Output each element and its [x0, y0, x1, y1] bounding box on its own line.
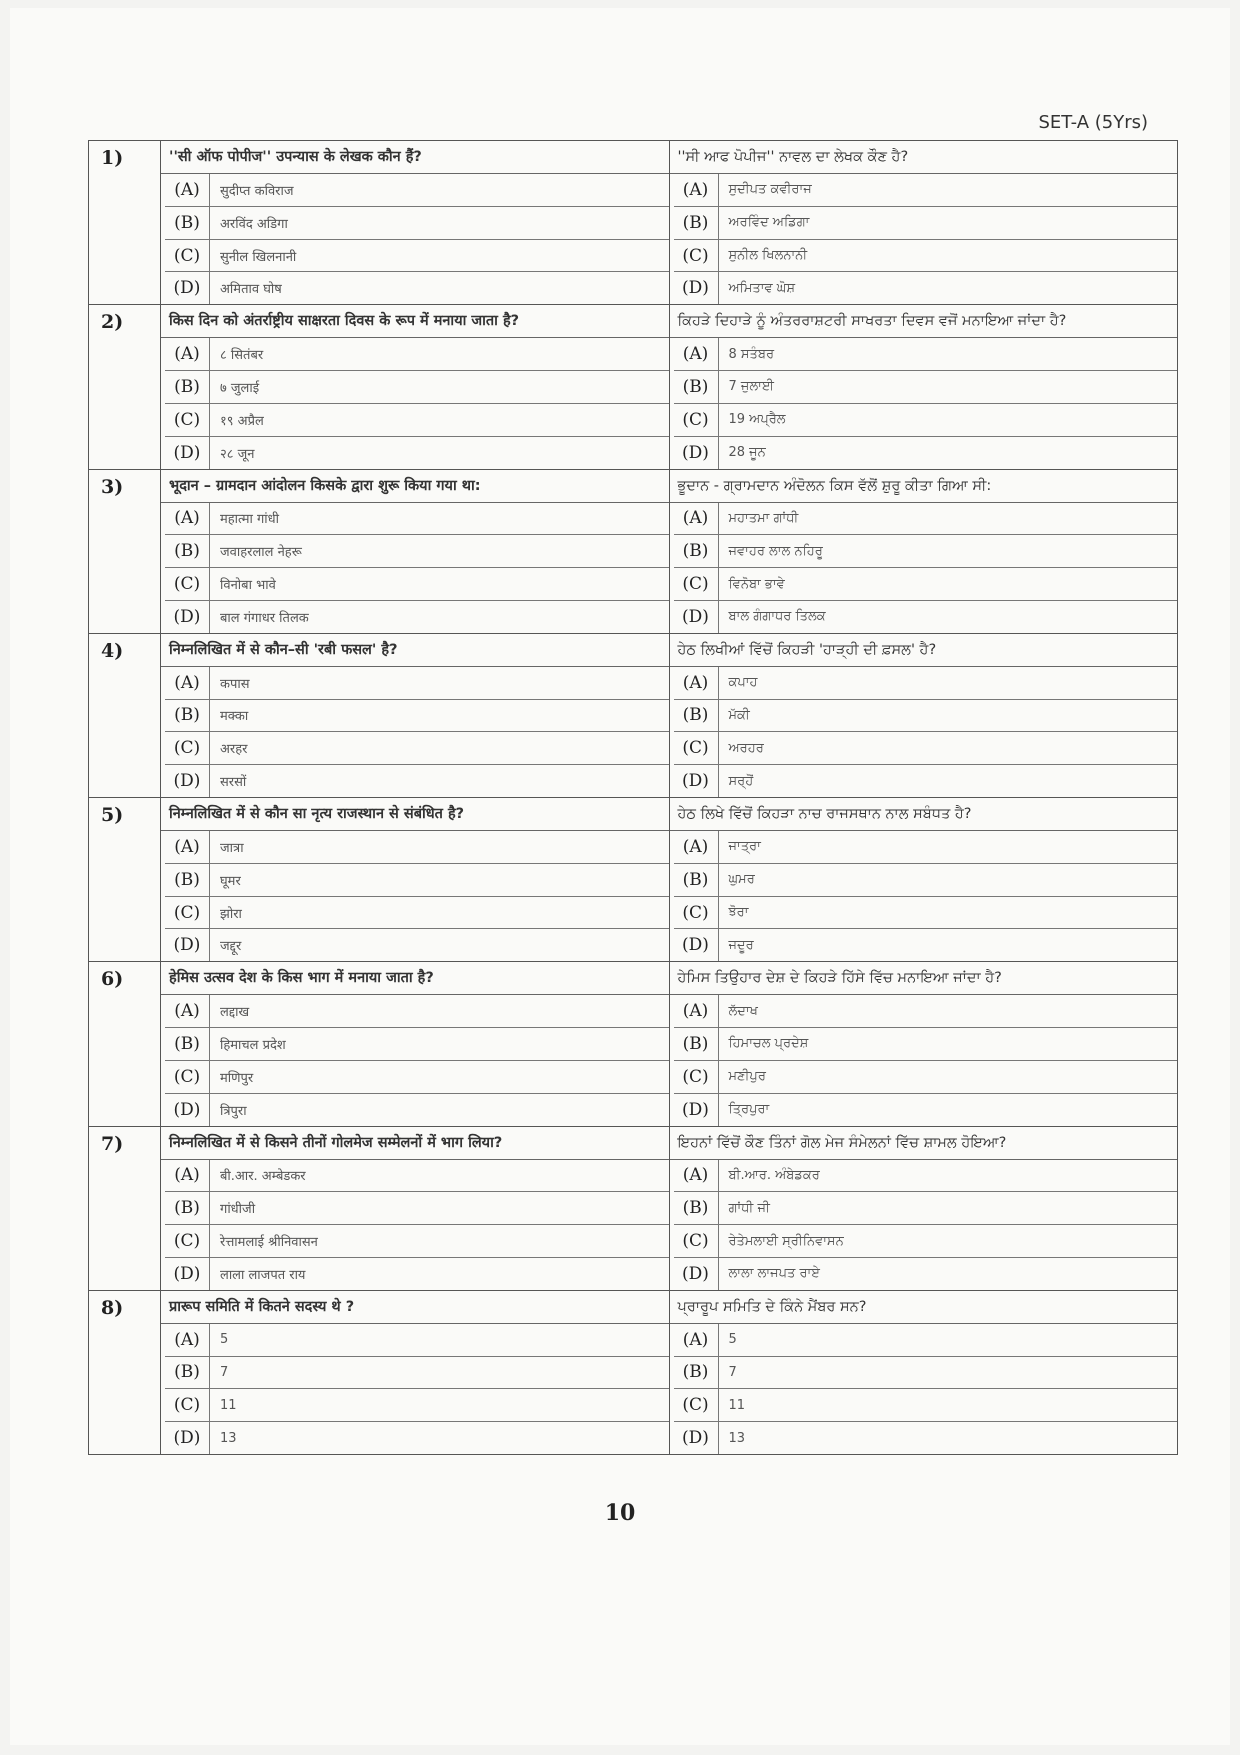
- question-text: किस दिन को अंतर्राष्ट्रीय साक्षरता दिवस के रूप में मनाया जाता है?: [161, 305, 669, 338]
- option-text: सरसों: [220, 775, 247, 791]
- option-row: [165, 897, 669, 930]
- option-label: (D): [674, 437, 719, 469]
- question-table: [88, 140, 1178, 1455]
- option-label: (C): [165, 897, 210, 929]
- option-row: [674, 371, 1178, 404]
- option-text: ਗਾਂਧੀ ਜੀ: [728, 1200, 770, 1216]
- option-label: (D): [165, 272, 210, 304]
- option-row: [165, 535, 669, 568]
- option-row: [674, 1389, 1178, 1422]
- option-row: [674, 404, 1178, 437]
- question-block-pa: [670, 798, 1178, 962]
- option-text: ਜਾਤ੍ਰਾ: [728, 839, 761, 855]
- option-row: [165, 1094, 669, 1126]
- option-row: [165, 568, 669, 601]
- question-number: 7): [89, 1127, 160, 1291]
- option-row: [674, 437, 1178, 469]
- option-text: 7: [220, 1364, 229, 1380]
- option-label: (A): [674, 831, 719, 863]
- question-text: निम्नलिखित में से किसने तीनों गोलमेज सम्मेलनों में भाग लिया?: [161, 1127, 669, 1160]
- option-label: (C): [674, 897, 719, 929]
- option-text: ਲਾਲਾ ਲਾਜਪਤ ਰਾਏ: [728, 1266, 820, 1282]
- option-label: (B): [674, 864, 719, 896]
- option-row: [674, 1094, 1178, 1126]
- question-text: निम्नलिखित में से कौन सा नृत्य राजस्थान से संबंधित है?: [161, 798, 669, 831]
- question-number: 4): [89, 634, 160, 798]
- option-row: [674, 1422, 1178, 1454]
- question-number: 6): [89, 962, 160, 1126]
- option-label: (A): [165, 995, 210, 1027]
- option-label: (D): [674, 1094, 719, 1126]
- option-label: (B): [674, 700, 719, 732]
- punjabi-column: [670, 141, 1178, 1454]
- option-row: [674, 864, 1178, 897]
- option-label: (C): [674, 568, 719, 600]
- option-text: ਮੱਕੀ: [728, 707, 750, 723]
- question-number: 1): [89, 141, 160, 305]
- option-text: १९ अप्रैल: [220, 413, 264, 429]
- option-row: [165, 240, 669, 273]
- option-label: (B): [674, 535, 719, 567]
- option-text: ਸਰ੍ਹੋਂ: [728, 773, 754, 789]
- question-number-column: [89, 141, 161, 1454]
- option-label: (D): [165, 1422, 210, 1454]
- option-text: 13: [220, 1430, 237, 1446]
- option-text: कपास: [220, 676, 250, 692]
- option-label: (D): [165, 1094, 210, 1126]
- option-label: (B): [165, 207, 210, 239]
- option-text: ਮਹਾਤਮਾ ਗਾਂਧੀ: [728, 510, 799, 526]
- question-block-pa: [670, 470, 1178, 634]
- option-row: [165, 1160, 669, 1193]
- option-label: (C): [165, 1389, 210, 1421]
- option-text: 8 ਸਤੰਬਰ: [728, 346, 775, 362]
- option-text: 7: [728, 1364, 737, 1380]
- option-text: गांधीजी: [220, 1202, 256, 1218]
- question-block-hi: [161, 470, 669, 634]
- question-block-pa: [670, 634, 1178, 798]
- option-row: [674, 240, 1178, 273]
- question-block-pa: [670, 141, 1178, 305]
- option-row: [674, 765, 1178, 797]
- question-text: भूदान – ग्रामदान आंदोलन किसके द्वारा शुरू किया गया था:: [161, 470, 669, 503]
- option-label: (A): [165, 831, 210, 863]
- option-row: [165, 338, 669, 371]
- option-text: ਤ੍ਰਿਪੁਰਾ: [728, 1102, 770, 1118]
- option-row: [165, 864, 669, 897]
- option-row: [165, 272, 669, 304]
- option-row: [674, 174, 1178, 207]
- option-row: [165, 1422, 669, 1454]
- option-text: घूमर: [220, 873, 241, 889]
- option-text: 5: [220, 1332, 229, 1348]
- question-block-pa: [670, 305, 1178, 469]
- question-block-hi: [161, 305, 669, 469]
- option-label: (D): [674, 601, 719, 633]
- option-text: रेत्तामलाई श्रीनिवासन: [220, 1235, 318, 1251]
- option-text: 11: [220, 1397, 237, 1413]
- option-label: (A): [165, 174, 210, 206]
- option-text: जद्दूर: [220, 939, 242, 955]
- option-row: [674, 1160, 1178, 1193]
- option-label: (D): [165, 1258, 210, 1290]
- option-row: [165, 1061, 669, 1094]
- option-row: [165, 503, 669, 536]
- option-label: (C): [674, 240, 719, 272]
- option-row: [165, 1192, 669, 1225]
- option-label: (D): [165, 765, 210, 797]
- option-row: [165, 765, 669, 797]
- option-label: (B): [165, 700, 210, 732]
- option-label: (D): [165, 929, 210, 961]
- option-label: (A): [165, 667, 210, 699]
- option-text: ਬੀ.ਆਰ. ਅੰਬੇਡਕਰ: [728, 1167, 820, 1183]
- option-label: (D): [674, 272, 719, 304]
- question-text: ਭੂਦਾਨ - ਗ੍ਰਾਮਦਾਨ ਅੰਦੋਲਨ ਕਿਸ ਵੱਲੋਂ ਸ਼ੁਰੂ ਕੀਤਾ ਗਿਆ ਸੀ:: [670, 470, 1178, 503]
- question-block-hi: [161, 1291, 669, 1454]
- option-row: [165, 831, 669, 864]
- option-row: [674, 1225, 1178, 1258]
- option-text: ७ जुलाई: [220, 380, 260, 396]
- option-text: 13: [728, 1430, 746, 1446]
- option-row: [165, 1324, 669, 1357]
- option-label: (B): [674, 371, 719, 403]
- option-row: [674, 1324, 1178, 1357]
- option-label: (A): [674, 1324, 719, 1356]
- option-text: मणिपुर: [220, 1070, 254, 1086]
- question-text: ਹੇਠ ਲਿਖੀਆਂ ਵਿੱਚੋਂ ਕਿਹੜੀ 'ਹਾੜ੍ਹੀ ਦੀ ਫ਼ਸਲ' ਹੈ?: [670, 634, 1178, 667]
- question-block-hi: [161, 962, 669, 1126]
- option-text: ਮਣੀਪੁਰ: [728, 1069, 766, 1085]
- option-text: ਘੁਮਰ: [728, 872, 755, 888]
- question-number: 2): [89, 305, 160, 469]
- option-text: ਸੁਨੀਲ ਖਿਲਨਾਨੀ: [728, 248, 808, 264]
- option-row: [674, 929, 1178, 961]
- option-label: (C): [165, 732, 210, 764]
- option-row: [165, 404, 669, 437]
- option-text: लद्दाख: [220, 1005, 250, 1021]
- question-block-pa: [670, 1291, 1178, 1454]
- option-row: [674, 667, 1178, 700]
- option-text: जात्रा: [220, 840, 244, 856]
- option-row: [674, 995, 1178, 1028]
- option-row: [165, 437, 669, 469]
- option-row: [165, 700, 669, 733]
- option-text: त्रिपुरा: [220, 1103, 247, 1119]
- option-row: [674, 897, 1178, 930]
- option-text: 5: [728, 1332, 737, 1348]
- question-text: ਹੇਮਿਸ ਤਿਉਹਾਰ ਦੇਸ਼ ਦੇ ਕਿਹੜੇ ਹਿੱਸੇ ਵਿੱਚ ਮਨਾਇਆ ਜਾਂਦਾ ਹੈ?: [670, 962, 1178, 995]
- option-text: २८ जून: [220, 446, 255, 462]
- option-row: [674, 1061, 1178, 1094]
- option-row: [674, 568, 1178, 601]
- question-block-pa: [670, 1127, 1178, 1291]
- option-text: सुनील खिलनानी: [220, 249, 297, 265]
- question-text: ਕਿਹੜੇ ਦਿਹਾੜੇ ਨੂੰ ਅੰਤਰਰਾਸ਼ਟਰੀ ਸਾਖਰਤਾ ਦਿਵਸ ਵਜੋਂ ਮਨਾਇਆ ਜਾਂਦਾ ਹੈ?: [670, 305, 1178, 338]
- option-text: महात्मा गांधी: [220, 512, 280, 528]
- question-text: ''ਸੀ ਆਫ ਪੋਪੀਜ'' ਨਾਵਲ ਦਾ ਲੇਖਕ ਕੌਣ ਹੈ?: [670, 141, 1178, 174]
- option-text: ਬਾਲ ਗੰਗਾਧਰ ਤਿਲਕ: [728, 609, 826, 625]
- option-row: [674, 272, 1178, 304]
- option-label: (C): [674, 1225, 719, 1257]
- option-label: (B): [674, 207, 719, 239]
- option-row: [165, 1389, 669, 1422]
- option-text: ਸੁਦੀਪਤ ਕਵੀਰਾਜ: [728, 182, 812, 198]
- option-label: (C): [165, 240, 210, 272]
- option-text: बी.आर. अम्बेडकर: [220, 1169, 306, 1185]
- option-label: (B): [165, 864, 210, 896]
- option-label: (B): [165, 1192, 210, 1224]
- question-number: 8): [101, 1296, 124, 1319]
- option-row: [165, 929, 669, 961]
- question-number: 5): [89, 798, 160, 962]
- option-text: ਅਮਿਤਾਵ ਘੋਸ਼: [728, 280, 796, 296]
- option-text: ਰੇਤੇਮਲਾਈ ਸ੍ਰੀਨਿਵਾਸਨ: [728, 1233, 844, 1249]
- option-label: (B): [165, 371, 210, 403]
- option-label: (B): [165, 1028, 210, 1060]
- option-label: (C): [165, 568, 210, 600]
- question-number: 3): [89, 470, 160, 634]
- option-text: ਕਪਾਹ: [728, 675, 758, 691]
- option-label: (C): [674, 732, 719, 764]
- option-row: [674, 338, 1178, 371]
- set-label: SET-A (5Yrs): [1038, 112, 1148, 133]
- option-text: ਵਿਨੋਬਾ ਭਾਵੇ: [728, 576, 785, 592]
- option-label: (B): [674, 1357, 719, 1389]
- option-row: [674, 1258, 1178, 1290]
- option-text: 7 ਜੁਲਾਈ: [728, 379, 774, 395]
- option-label: (D): [674, 1258, 719, 1290]
- option-text: विनोबा भावे: [220, 578, 276, 594]
- option-text: झोरा: [220, 906, 242, 922]
- option-row: [674, 1028, 1178, 1061]
- option-row: [165, 174, 669, 207]
- option-row: [674, 503, 1178, 536]
- option-text: 28 ਜੂਨ: [728, 445, 766, 461]
- question-text: ''सी ऑफ पोपीज'' उपन्यास के लेखक कौन हैं?: [161, 141, 669, 174]
- option-row: [165, 371, 669, 404]
- option-text: ਜਦੂਰ: [728, 937, 754, 953]
- option-text: मक्का: [220, 709, 249, 725]
- option-label: (A): [674, 667, 719, 699]
- question-text: ਹੇਠ ਲਿਖੇ ਵਿੱਚੋਂ ਕਿਹੜਾ ਨਾਚ ਰਾਜਸਥਾਨ ਨਾਲ ਸਬੰਧਤ ਹੈ?: [670, 798, 1178, 831]
- option-text: अरहर: [220, 742, 248, 758]
- option-row: [674, 700, 1178, 733]
- option-label: (B): [674, 1192, 719, 1224]
- option-label: (B): [165, 1357, 210, 1389]
- question-block-hi: [161, 1127, 669, 1291]
- hindi-column: [161, 141, 670, 1454]
- option-label: (D): [165, 437, 210, 469]
- question-text: निम्नलिखित में से कौन–सी 'रबी फसल' है?: [161, 634, 669, 667]
- question-block-hi: [161, 634, 669, 798]
- option-text: ਅਰਹਰ: [728, 740, 764, 756]
- option-label: (B): [674, 1028, 719, 1060]
- page-number: 10: [604, 1500, 636, 1526]
- option-row: [674, 831, 1178, 864]
- option-text: सुदीप्त कविराज: [220, 183, 294, 199]
- option-label: (A): [165, 1324, 210, 1356]
- question-text: प्रारूप समिति में कितने सदस्य थे ?: [161, 1291, 669, 1324]
- option-row: [165, 732, 669, 765]
- question-block-hi: [161, 798, 669, 962]
- option-text: अरविंद अडिगा: [220, 216, 288, 232]
- option-label: (D): [165, 601, 210, 633]
- option-label: (A): [674, 338, 719, 370]
- question-text: ਇਹਨਾਂ ਵਿੱਚੋਂ ਕੌਣ ਤਿੰਨਾਂ ਗੋਲ ਮੇਜ ਸੰਮੇਲਨਾਂ ਵਿੱਚ ਸ਼ਾਮਲ ਹੋਇਆ?: [670, 1127, 1178, 1160]
- option-label: (A): [674, 1160, 719, 1192]
- option-row: [165, 1028, 669, 1061]
- option-row: [165, 667, 669, 700]
- option-row: [674, 1357, 1178, 1390]
- option-label: (C): [674, 1061, 719, 1093]
- option-row: [674, 601, 1178, 633]
- option-row: [165, 207, 669, 240]
- option-label: (A): [165, 503, 210, 535]
- question-text: हेमिस उत्सव देश के किस भाग में मनाया जाता है?: [161, 962, 669, 995]
- option-text: ਅਰਵਿੰਦ ਅਡਿਗਾ: [728, 215, 810, 231]
- option-row: [674, 1192, 1178, 1225]
- option-label: (B): [165, 535, 210, 567]
- option-row: [165, 1258, 669, 1290]
- option-row: [165, 601, 669, 633]
- option-text: ਹਿਮਾਚਲ ਪ੍ਰਦੇਸ਼: [728, 1036, 809, 1052]
- option-label: (C): [165, 404, 210, 436]
- option-label: (D): [674, 1422, 719, 1454]
- option-label: (D): [674, 765, 719, 797]
- option-text: 11: [728, 1397, 746, 1413]
- option-text: बाल गंगाधर तिलक: [220, 610, 309, 626]
- option-label: (C): [674, 404, 719, 436]
- option-label: (A): [165, 338, 210, 370]
- question-block-hi: [161, 141, 669, 305]
- option-row: [165, 995, 669, 1028]
- option-row: [674, 732, 1178, 765]
- option-label: (A): [165, 1160, 210, 1192]
- option-text: हिमाचल प्रदेश: [220, 1037, 286, 1053]
- option-text: लाला लाजपत राय: [220, 1267, 306, 1283]
- option-text: अमिताव घोष: [220, 282, 282, 298]
- option-row: [165, 1225, 669, 1258]
- option-text: जवाहरलाल नेहरू: [220, 545, 302, 561]
- question-text: ਪ੍ਰਾਰੂਪ ਸਮਿਤਿ ਦੇ ਕਿੰਨੇ ਮੈਂਬਰ ਸਨ?: [670, 1291, 1178, 1324]
- question-block-pa: [670, 962, 1178, 1126]
- option-text: ८ सितंबर: [220, 348, 264, 364]
- option-text: ਲੱਦਾਖ: [728, 1003, 758, 1019]
- option-row: [165, 1357, 669, 1390]
- option-label: (A): [674, 995, 719, 1027]
- option-text: ਝੋਰਾ: [728, 905, 749, 921]
- option-row: [674, 535, 1178, 568]
- option-label: (C): [165, 1225, 210, 1257]
- option-label: (A): [674, 174, 719, 206]
- option-text: 19 ਅਪ੍ਰੈਲ: [728, 412, 786, 428]
- option-label: (C): [165, 1061, 210, 1093]
- option-label: (C): [674, 1389, 719, 1421]
- option-text: ਜਵਾਹਰ ਲਾਲ ਨਹਿਰੂ: [728, 543, 823, 559]
- option-label: (D): [674, 929, 719, 961]
- option-row: [674, 207, 1178, 240]
- option-label: (A): [674, 503, 719, 535]
